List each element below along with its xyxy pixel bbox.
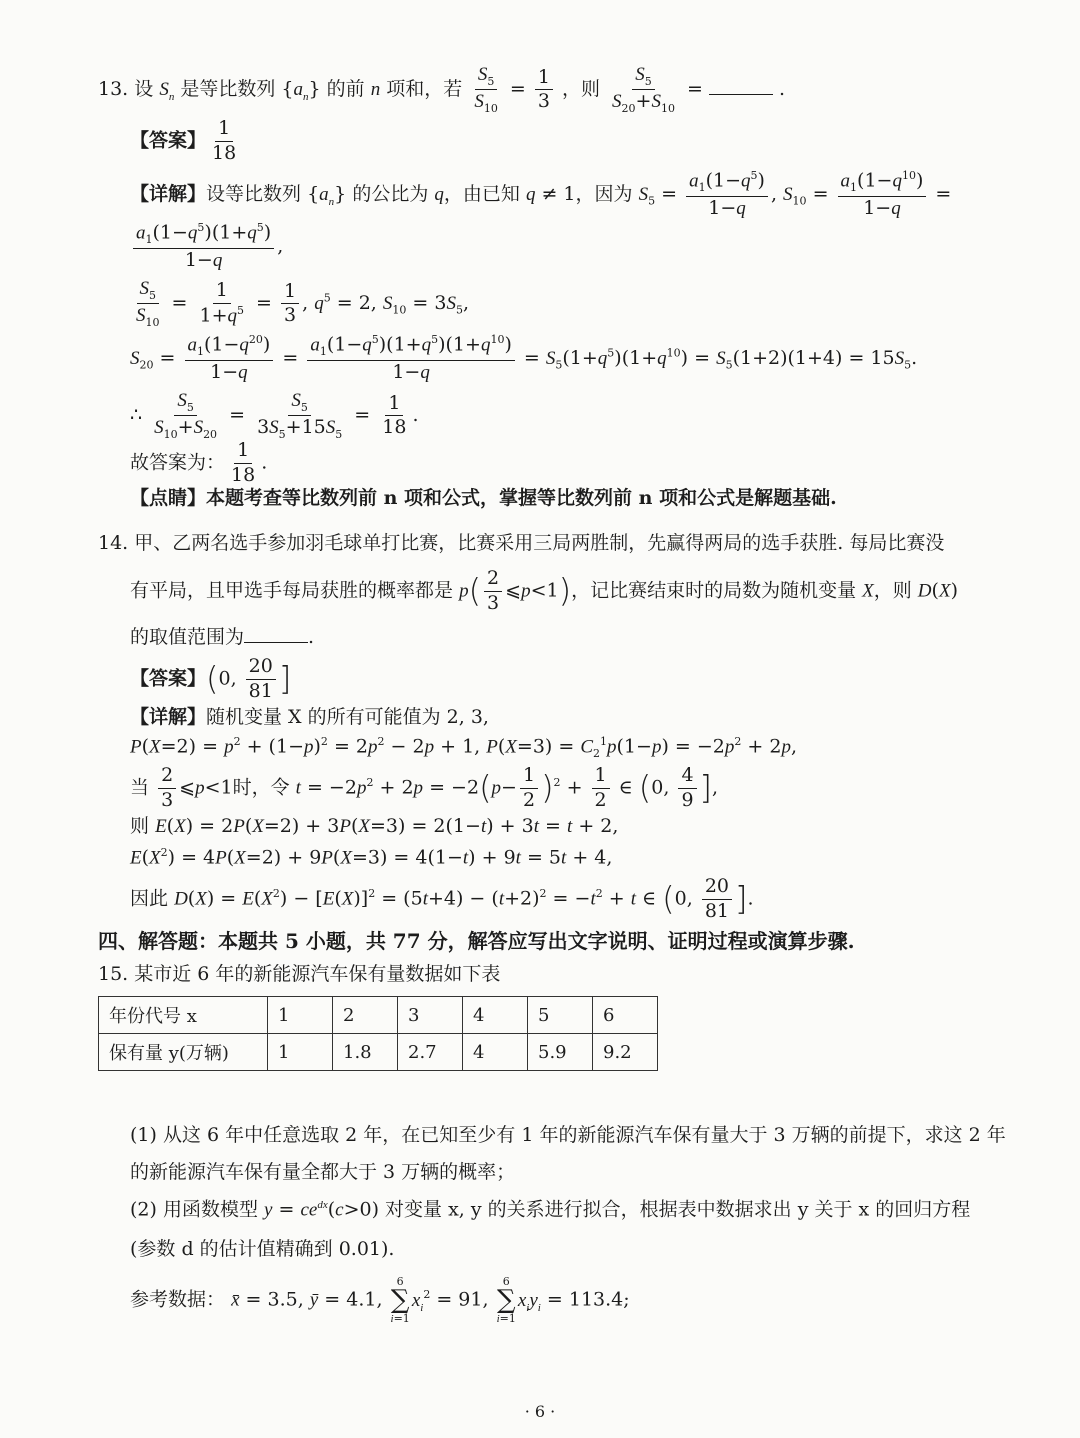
q14-line2c: ，则 (873, 579, 912, 602)
table-row (99, 1034, 658, 1071)
q13-stem: 13. 设 $S_n$ 是等比数列 $\{a_n\}$ 的前 n 项和，若 $\frac{S_5}{S_{10}}$ = $\frac{1}{3}$ ，则 $\frac{S_5}{S_{20}+S_{10}}$ = . (98, 64, 786, 116)
q14-when2: 时，令 (232, 776, 290, 799)
q14-detail-text: 随机变量 X 的所有可能值为 2, 3, (206, 706, 489, 728)
q13-conclusion: 故答案为： $\frac{1}{18}$ . (130, 439, 268, 486)
q14-detail-line1 (130, 706, 489, 729)
q15-part2-line1a: (2) 用函数模型 (130, 1198, 258, 1221)
q15-part1-line1: (1) 从这 6 年中任意选取 2 年，在已知至少有 1 年的新能源汽车保有量大于 3 万辆的前提下，求这 2 年 (130, 1124, 1006, 1146)
q13-stem-then: ，则 (561, 77, 600, 100)
answer-label: 【答案】 (130, 129, 207, 152)
q13-stem-mid2: 的前 (326, 77, 365, 100)
q15-reference-data: 参考数据： x̄ = 3.5, ȳ = 4.1, 6 ∑ i=1 $x_i^2 = 91$, 6 ∑ i=1 $x_iy_i = 113.4$; (130, 1275, 630, 1325)
q13-stem-prefix: 13. 设 (98, 77, 154, 100)
section-title: 四、解答题：本题共 5 小题，共 77 分，解答应写出文字说明、证明过程或演算步骤. (98, 929, 855, 953)
q14-detail-line5: $E(X^2) = 4P(X=2) + 9P(X=3) = 4(1-t) + 9t = 5t + 4$, (130, 846, 613, 869)
q14-detail-line4: 则 E(X) = 2P(X=2) + 3P(X=3) = 2(1−t) + 3t = t + 2, (130, 815, 619, 837)
table-row (99, 997, 658, 1034)
table-cell: 5 (528, 997, 593, 1034)
q13-detail-line3: $\frac{S_5}{S_{10}}$ = $\frac{1}{1+q^5}$ = $\frac{1}{3}$ , $q^5 = 2$, $S_{10} = 3S_5$, (136, 278, 470, 330)
detail-label: 【详解】 (130, 182, 207, 205)
table-cell: 4 (463, 997, 528, 1034)
q14-line2b: ，记比赛结束时的局数为随机变量 (571, 579, 857, 602)
q13-answer: 【答案】 $\frac{1}{18}$ (130, 117, 237, 164)
q14-stem-line1: 14. 甲、乙两名选手参加羽毛球单打比赛，比赛采用三局两胜制，先赢得两局的选手获胜. 每局比赛没 (98, 532, 945, 554)
q14-when: 当 (130, 776, 150, 799)
q13-detail-line1: 【详解】设等比数列 $\{a_n\}$ 的公比为 q，由已知 q ≠ 1，因为 $S_5$ = $\frac{a_1(1-q^5)}{1-q}$ , $S_{10}$ = $\frac{a_1(1-q^{10})}{1-q}$ = (130, 169, 952, 219)
data-table (98, 996, 658, 1071)
q14-hence: 因此 (130, 887, 169, 910)
q14-detail-line3: 当 $\frac{2}{3}$ ⩽p<1时，令 $t = -2p^2 + 2p = -2(p-$ $\frac{1}{2}$ )$^2$ + $\frac{1}{2}$ ∈ (0, $\frac{4}{9}$ ], (130, 764, 719, 811)
answer-blank (709, 76, 773, 95)
q13-detail-line5: ∴ $\frac{S_5}{S_{10}+S_{20}}$ = $\frac{S_5}{3S_5+15S_5}$ = $\frac{1}{18}$ . (130, 390, 419, 442)
table-cell: 2 (333, 997, 398, 1034)
q14-line2a: 有平局，且甲选手每局获胜的概率都是 (130, 579, 454, 602)
table-header-y: 保有量 y(万辆) (99, 1034, 268, 1071)
table-header-x: 年份代号 x (99, 997, 268, 1034)
table-cell: 3 (398, 997, 463, 1034)
q14-answer: 【答案】(0, $\frac{20}{81}$ ] (130, 655, 292, 702)
q13-comment (130, 487, 837, 510)
q13-detail-text4: ，因为 (575, 182, 633, 205)
table-cell: 4 (463, 1034, 528, 1071)
comment-text: 本题考查等比数列前 n 项和公式，掌握等比数列前 n 项和公式是解题基础. (206, 487, 837, 509)
q14-stem-line2: 有平局，且甲选手每局获胜的概率都是 p( $\frac{2}{3}$ ⩽p<1)，记比赛结束时的局数为随机变量 X，则 D(X) (130, 567, 958, 614)
answer-label: 【答案】 (130, 667, 207, 690)
q15-part2-line2: (参数 d 的估计值精确到 0.01). (130, 1238, 395, 1260)
conclusion-label: 故答案为： (130, 451, 226, 474)
page-number: · 6 · (524, 1402, 556, 1421)
q13-detail-text3: ，由已知 (443, 182, 520, 205)
q13-stem-mid: 是等比数列 (180, 77, 276, 100)
table-cell: 2.7 (398, 1034, 463, 1071)
reference-label: 参考数据： (130, 1288, 226, 1311)
q13-detail-line4: $S_{20}$ = $\frac{a_1(1-q^{20})}{1-q}$ = $\frac{a_1(1-q^5)(1+q^5)(1+q^{10})}{1-q}$ = $S_5(1+q^5)(1+q^{10}) = S_5(1+2)(1+4) = 15S_5$. (130, 333, 918, 383)
table-cell: 1 (268, 997, 333, 1034)
detail-label: 【详解】 (130, 706, 207, 728)
q13-detail-line2: $\frac{a_1(1-q^5)(1+q^5)}{1-q}$ , (130, 222, 283, 272)
q14-stem-line3: 的取值范围为 . (130, 626, 315, 648)
q15-part2-line1: (2) 用函数模型 $y = ce^{dx}(c>0)$ 对变量 x, y 的关系进行拟合，根据表中数据求出 y 关于 x 的回归方程 (130, 1198, 971, 1221)
q14-then: 则 (130, 815, 150, 837)
q13-detail-text2: 的公比为 (352, 182, 429, 205)
answer-blank (244, 624, 308, 643)
table-cell: 6 (593, 997, 658, 1034)
table-cell: 1.8 (333, 1034, 398, 1071)
comment-label: 【点睛】 (130, 487, 207, 509)
q15-stem: 15. 某市近 6 年的新能源汽车保有量数据如下表 (98, 963, 501, 985)
table-cell: 9.2 (593, 1034, 658, 1071)
q15-part2-line1b: 对变量 x, y 的关系进行拟合，根据表中数据求出 y 关于 x 的回归方程 (385, 1198, 971, 1221)
table-cell: 1 (268, 1034, 333, 1071)
q13-stem-mid3: 项和，若 (386, 77, 463, 100)
q15-part1-line2: 的新能源汽车保有量全都大于 3 万辆的概率； (130, 1161, 516, 1183)
q14-detail-line6: 因此 $D(X) = E(X^2) - [E(X)]^2 = (5t+4) - (t+2)^2 = -t^2 + t$ ∈ (0, $\frac{20}{81}$ ]. (130, 875, 754, 922)
q13-detail-text: 设等比数列 (206, 182, 302, 205)
table-cell: 5.9 (528, 1034, 593, 1071)
q14-detail-line2: $P(X=2) = p^2 + (1-p)^2 = 2p^2 - 2p + 1$, $P(X=3) = C_2^1p(1-p) = -2p^2 + 2p$, (130, 735, 797, 761)
q14-line3: 的取值范围为 (130, 626, 245, 648)
